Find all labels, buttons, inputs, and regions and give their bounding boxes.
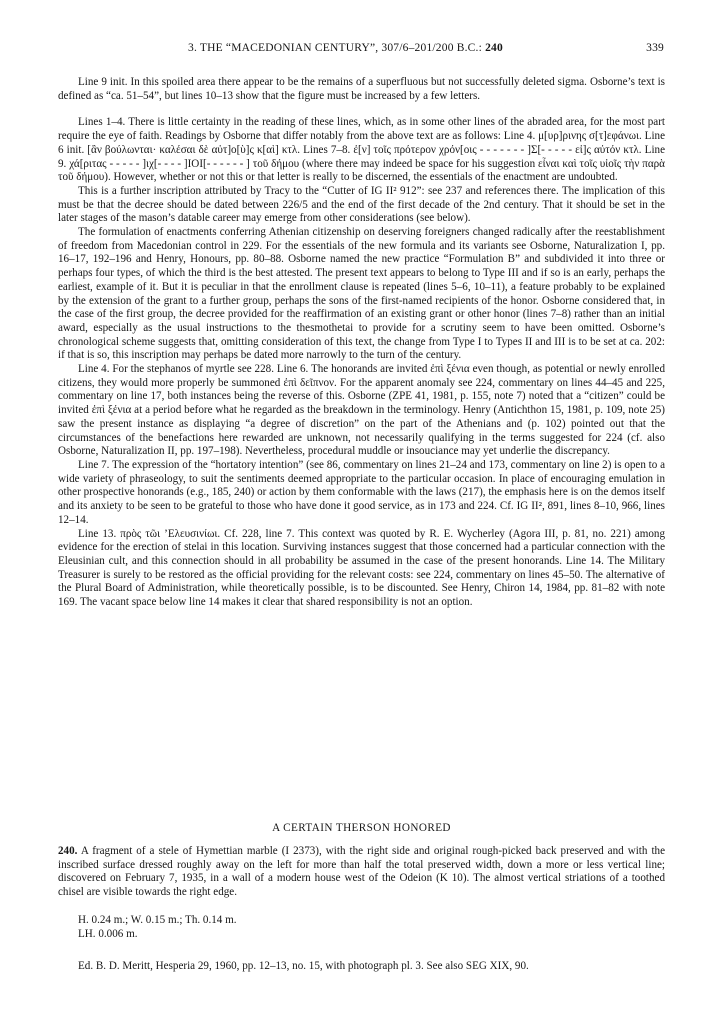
letter-height: LH. 0.006 m.	[78, 928, 138, 940]
commentary-paragraph: The formulation of enactments conferring Athenian citizenship on deserving foreigners changed radically after the reestablishment of freedom from Macedonian control in 229. For the essentials of the new formula and its variants see Osborne, Naturalization I, pp. 16–17, 192–196 and Henry, Honours, pp. 80–88. Osborne named the new practice “Formulation B” and subdivided it into three or perhaps four types, of which the third is the best attested. The present text appears to belong to Type III and if so is an early, perhaps the earliest, example of it. But it is peculiar in that the enrollment clause is repeated (lines 5–6, 10–11), a feature probably to be explained by the extension of the grant to a further group, perhaps the sons of the first-named recipients of the honor. Osborne considered that, in the case of the first group, the decree provided for the reaffirmation of an existing grant or other honor (lines 7–8) rather than an initial award, especially as the usual instructions to the thesmothetai to provide for a scrutiny seem to have been omitted. Osborne’s chronological scheme suggests that, omitting consideration of this text, the change from Type I to Types II and III is to be set at ca. 202: if that is so, this inscription may perhaps be dated more narrowly to the turn of the century.	[58, 226, 665, 362]
running-title: 3. THE “MACEDONIAN CENTURY”, 307/6–201/200 B.C.:	[188, 42, 483, 54]
commentary-paragraph: This is a further inscription attributed by Tracy to the “Cutter of IG II² 912”: see 237 and references there. The implication of this must be that the decree should be dated between 226/5 and the end of the first decade of the 2nd century. That it should be set in the later stages of the mason’s datable career may emerge from other considerations (see below).	[58, 184, 665, 225]
commentary-block	[58, 76, 665, 610]
page-number: 339	[646, 42, 664, 54]
commentary-paragraph: Lines 1–4. There is little certainty in the reading of these lines, which, as in some other lines of the abraded area, for the most part require the eye of faith. Readings by Osborne that differ notably from the above text are as follows: Line 4. μ[υρ]ρινης σ[τ]εφάνωι. Line 6 init. [ἃν βούλωνται· καλέσαι δὲ αὐτ]ο[ὺ]ς κ[αὶ] κτλ. Lines 7–8. ἐ[ν] τοῖς πρότερον χρόν[οις - - - - - - - ]Σ[- - - - - εἰ]ς αὐτόν κτλ. Line 9. χά[ριτας - - - - - ]ιχ[- - - - ]ΙΟΙ[- - - - - - ] τοῦ δήμου (where there may indeed be space for his suggestion εἶναι καὶ τοῖς υἱοῖς τὴν παρὰ τοῦ δήμου). However, whether or not this or that letter is really to be discerned, the essentials of the enactment are undoubted.	[58, 116, 665, 184]
dimensions	[78, 913, 237, 941]
entry-description	[58, 845, 665, 900]
running-title-group	[188, 42, 503, 54]
commentary-paragraph: Line 7. The expression of the “hortatory intention” (see 86, commentary on lines 21–24 and 173, commentary on line 2) is open to a wide variety of phraseology, to suit the sentiments deemed appropriate to the particular occasion. In place of encouraging emulation in other prospective honorands (e.g., 185, 240) or action by them conformable with the laws (217), the emphasis here is on the demos itself and its anxiety to be seen to be grateful to those who have done it good service, as in 173 and 224. Cf. IG II², 891, lines 8–10, 966, lines 12–14.	[58, 458, 665, 526]
entry-description-text: A fragment of a stele of Hymettian marble (I 2373), with the right side and original rough-picked back preserved and with the inscribed surface dressed roughly away on the left for more than half the total preserved width, down a more or less vertical line; discovered on February 7, 1935, in a wall of a modern house west of the Odeion (K 10). The almost vertical striations of a toothed chisel are visible towards the right edge.	[58, 845, 665, 899]
section-heading: A CERTAIN THERSON HONORED	[272, 822, 451, 834]
commentary-paragraph: Line 4. For the stephanos of myrtle see 228. Line 6. The honorands are invited ἐπὶ ξένια even though, as potential or newly enrolled citizens, they would more properly be summoned ἐπὶ δεῖπνον. For the apparent anomaly see 224, commentary on lines 44–45 and 225, commentary on line 17, both instances being the reverse of this. Osborne (ZPE 41, 1981, p. 155, note 7) noted that a “citizen” could be invited ἐπὶ ξένια at a period before what he regarded as the breakdown in the terminology. Henry (Antichthon 15, 1981, p. 109, note 25) saw the present instance as displaying “a degree of discretion” on the part of the Athenians and (p. 102) pointed out that the circumstances of the benefactions here rewarded are unknown, not necessarily qualifying in the terms suggested for 224 (cf. also Osborne, Naturalization II, pp. 197–198). Nevertheless, procedural muddle or insouciance may yet underlie the discrepancy.	[58, 363, 665, 458]
running-header	[58, 42, 664, 58]
entry-number: 240.	[58, 845, 78, 857]
commentary-paragraph: Line 13. πρὸς τῶι ’Ελευσινίωι. Cf. 228, line 7. This context was quoted by R. E. Wycherley (Agora III, p. 81, no. 221) among evidence for the erection of stelai in this location. Surviving instances suggest that those concerned had a particular connection with the Eleusinian cult, and this connection should in all probability be assumed in the case of the present honorands. Line 14. The Military Treasurer is surely to be restored as the official providing for the relevant costs: see 224, commentary on lines 45–50. The alternative of the Plural Board of Administration, while theoretically possible, is to be discounted. See Henry, Chiron 14, 1984, pp. 81–82 with note 169. The vacant space below line 14 makes it clear that shared responsibility is not an option.	[58, 527, 665, 609]
running-entry-number: 240	[485, 42, 503, 54]
bibliography: Ed. B. D. Meritt, Hesperia 29, 1960, pp. 12–13, no. 15, with photograph pl. 3. See also SEG XIX, 90.	[78, 960, 529, 972]
commentary-paragraph: Line 9 init. In this spoiled area there appear to be the remains of a superfluous but not successfully deleted sigma. Osborne’s text is defined as “ca. 51–54”, but lines 10–13 show that the figure must be increased by a few letters.	[58, 76, 665, 102]
dimensions-line: H. 0.24 m.; W. 0.15 m.; Th. 0.14 m.	[78, 914, 237, 926]
